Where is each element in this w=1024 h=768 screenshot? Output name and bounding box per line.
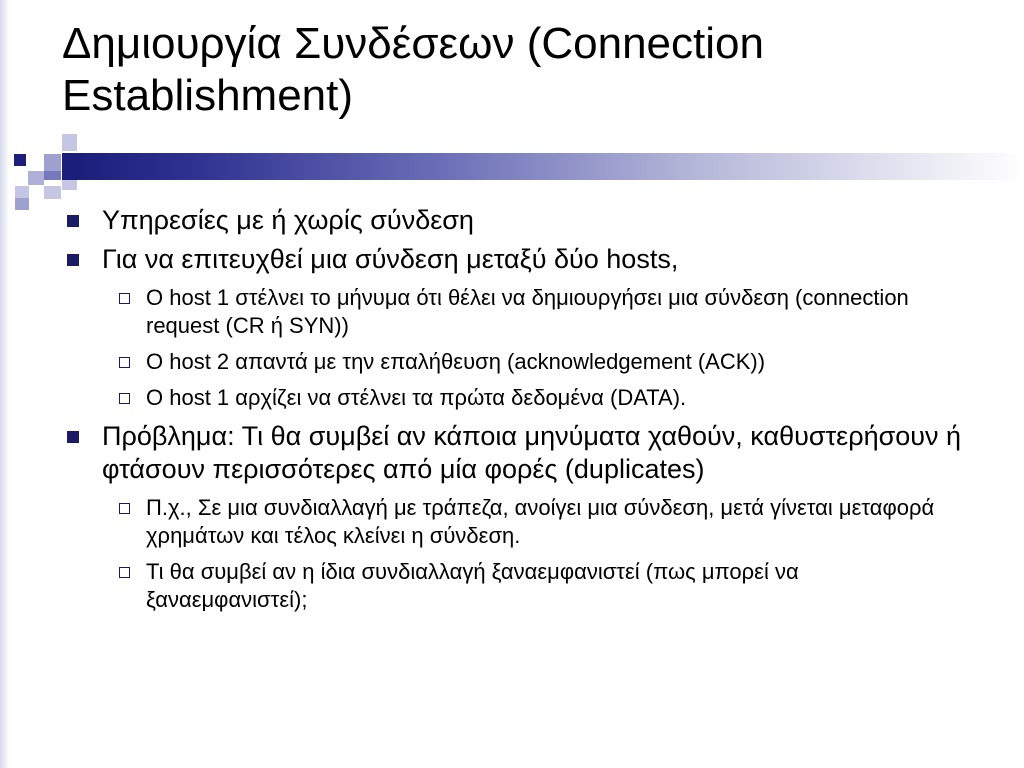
hollow-square-bullet-icon (119, 293, 130, 304)
bullet-item (66, 243, 966, 412)
hollow-square-bullet-icon (119, 503, 130, 514)
bullet-item (66, 420, 966, 614)
sub-bullet-text: Π.χ., Σε μια συνδιαλλαγή με τράπεζα, ανοίγει μια σύνδεση, μετά γίνεται μεταφορά χρημάτων και τέλος κλείνει η σύνδεση. (146, 495, 935, 548)
sub-bullet-list (102, 494, 966, 614)
bullet-list (66, 204, 966, 614)
decor-square (62, 180, 77, 190)
sub-bullet-text: O host 1 στέλνει το μήνυμα ότι θέλει να δημιουργήσει μια σύνδεση (connection request (CR ή SYN)) (146, 285, 909, 338)
decor-square (44, 154, 61, 171)
sub-bullet-item (102, 558, 966, 614)
decor-square (62, 153, 77, 180)
left-gradient-strip (0, 0, 9, 768)
decor-square (44, 186, 61, 199)
sub-bullet-text: O host 2 απαντά με την επαλήθευση (acknowledgement (ACK)) (146, 349, 766, 374)
hollow-square-bullet-icon (119, 567, 130, 578)
sub-bullet-item (102, 384, 966, 412)
hollow-square-bullet-icon (119, 393, 130, 404)
title-divider-decoration (0, 132, 1024, 212)
decor-square (15, 198, 29, 210)
hollow-square-bullet-icon (119, 357, 130, 368)
sub-bullet-item (102, 284, 966, 340)
sub-bullet-item (102, 348, 966, 376)
bullet-text: Πρόβλημα: Τι θα συμβεί αν κάποια μηνύματα χαθούν, καθυστερήσουν ή φτάσουν περισσότερες από μία φορές (duplicates) (102, 421, 962, 484)
sub-bullet-text: O host 1 αρχίζει να στέλνει τα πρώτα δεδομένα (DATA). (146, 385, 687, 410)
sub-bullet-item (102, 494, 966, 550)
bullet-text: Για να επιτευχθεί μια σύνδεση μεταξύ δύο hosts, (102, 244, 679, 274)
decor-square (44, 171, 61, 180)
slide-body (66, 204, 966, 622)
bullet-item (66, 204, 966, 237)
decor-square (62, 134, 77, 151)
gradient-divider-bar (77, 153, 1024, 180)
square-bullet-icon (67, 254, 79, 266)
square-bullet-icon (67, 431, 79, 443)
sub-bullet-list (102, 284, 966, 412)
decor-square (28, 171, 44, 185)
sub-bullet-text: Τι θα συμβεί αν η ίδια συνδιαλλαγή ξαναεμφανιστεί (πως μπορεί να ξαναεμφανιστεί); (146, 559, 799, 612)
square-bullet-icon (67, 215, 79, 227)
decor-square (14, 154, 26, 166)
slide-title: Δημιουργία Συνδέσεων (Connection Establishment) (62, 19, 764, 120)
bullet-text: Υπηρεσίες με ή χωρίς σύνδεση (102, 205, 474, 235)
